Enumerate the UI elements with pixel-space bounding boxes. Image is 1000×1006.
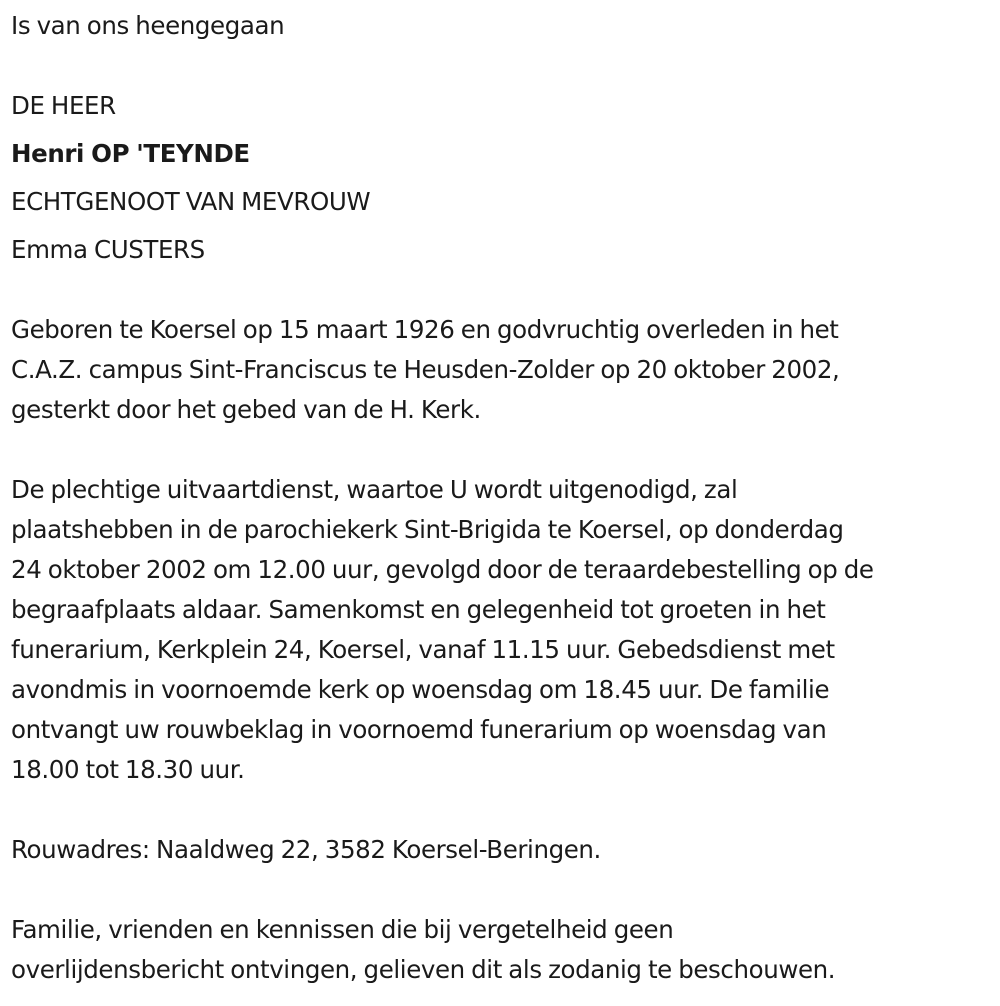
birth-death-line: C.A.Z. campus Sint-Franciscus te Heusden-Zolder op 20 oktober 2002, bbox=[11, 355, 840, 384]
funeral-line: 24 oktober 2002 om 12.00 uur, gevolgd door de teraardebestelling op de bbox=[11, 555, 874, 584]
birth-death-line: Geboren te Koersel op 15 maart 1926 en godvruchtig overleden in het bbox=[11, 315, 839, 344]
closing-line: Familie, vrienden en kennissen die bij vergetelheid geen bbox=[11, 915, 674, 944]
title-text: DE HEER bbox=[11, 91, 116, 120]
funeral-line: funerarium, Kerkplein 24, Koersel, vanaf 11.15 uur. Gebedsdienst met bbox=[11, 635, 835, 664]
birth-death-line: gesterkt door het gebed van de H. Kerk. bbox=[11, 395, 481, 424]
intro-text: Is van ons heengegaan bbox=[11, 11, 285, 40]
funeral-line: avondmis in voornoemde kerk op woensdag om 18.45 uur. De familie bbox=[11, 675, 830, 704]
deceased-name: Henri OP 'TEYNDE bbox=[11, 139, 250, 168]
spouse-name: Emma CUSTERS bbox=[11, 235, 205, 264]
mourning-address: Rouwadres: Naaldweg 22, 3582 Koersel-Beringen. bbox=[11, 835, 601, 864]
funeral-line: begraafplaats aldaar. Samenkomst en gelegenheid tot groeten in het bbox=[11, 595, 826, 624]
funeral-line: De plechtige uitvaartdienst, waartoe U wordt uitgenodigd, zal bbox=[11, 475, 738, 504]
funeral-line: ontvangt uw rouwbeklag in voornoemd funerarium op woensdag van bbox=[11, 715, 827, 744]
spouse-label: ECHTGENOOT VAN MEVROUW bbox=[11, 187, 371, 216]
funeral-line: 18.00 tot 18.30 uur. bbox=[11, 755, 245, 784]
closing-line: overlijdensbericht ontvingen, gelieven dit als zodanig te beschouwen. bbox=[11, 955, 836, 984]
funeral-line: plaatshebben in de parochiekerk Sint-Brigida te Koersel, op donderdag bbox=[11, 515, 844, 544]
